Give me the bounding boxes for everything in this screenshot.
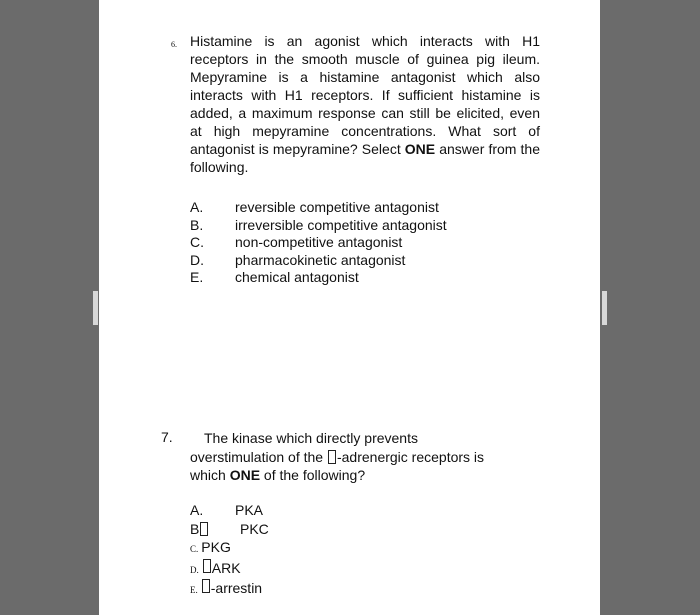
- option-a: A. reversible competitive antagonist: [190, 199, 439, 215]
- question-6-number: 6.: [171, 40, 177, 49]
- option-c: C. non-competitive antagonist: [190, 234, 403, 250]
- page-scroll-tab-right: [602, 291, 607, 325]
- option-e: E. -arrestin: [190, 580, 263, 596]
- option-b: B. irreversible competitive antagonist: [190, 216, 447, 233]
- option-a: A. PKA: [190, 502, 264, 518]
- question-6-emphasis: ONE: [404, 141, 436, 157]
- missing-glyph-icon: [200, 522, 208, 536]
- option-b: B PKC: [190, 520, 269, 537]
- question-6-options: [190, 199, 447, 287]
- option-d: D. ARK: [190, 559, 241, 576]
- question-7-emphasis: ONE: [229, 467, 261, 483]
- option-e: E. chemical antagonist: [190, 269, 359, 285]
- document-page: [99, 0, 600, 615]
- option-c: C. PKG: [190, 539, 231, 555]
- missing-glyph-icon: [202, 579, 210, 593]
- option-d: D. pharmacokinetic antagonist: [190, 251, 406, 268]
- missing-glyph-icon: [203, 559, 211, 573]
- question-7-number: 7.: [161, 429, 173, 445]
- page-scroll-tab-left: [93, 291, 98, 325]
- missing-glyph-icon: [328, 450, 336, 464]
- question-6-text: Histamine is an agonist which interacts with H1 receptors in the smooth muscle of guinea pig ileum. Mepyramine is a histamine antagonist which also interacts with H1 receptors. If sufficient histamine is added, a maximum response can still be elicited, even at high mepyramine concentrations. What sort of antagonist is mepyramine? Select ONE answer from the following.: [190, 33, 540, 175]
- question-7-text: The kinase which directly prevents overstimulation of the -adrenergic receptors is which ONE of the following?: [190, 430, 485, 483]
- question-7-options: [190, 501, 269, 600]
